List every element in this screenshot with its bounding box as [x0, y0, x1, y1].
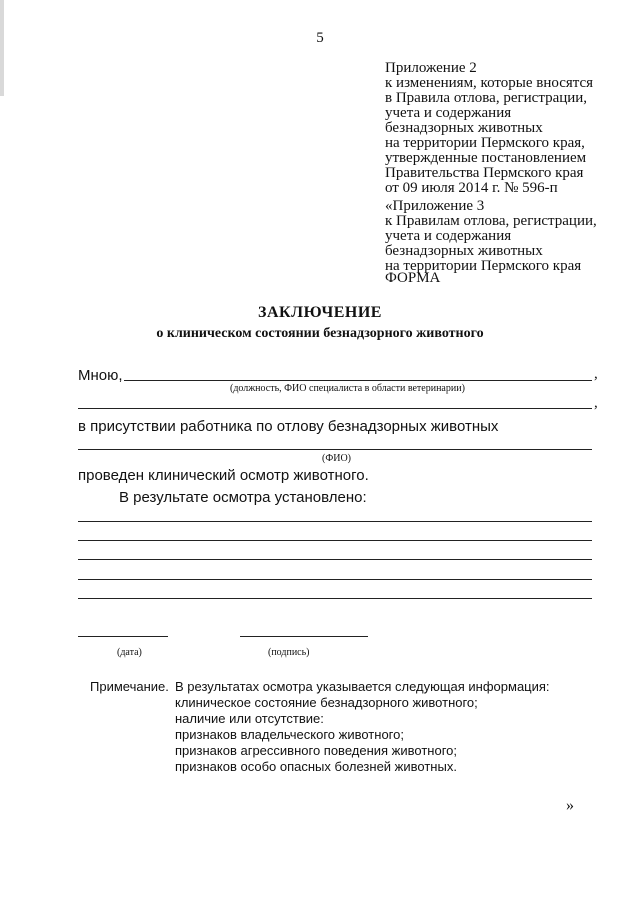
- note-line-1: В результатах осмотра указывается следующая информация:: [175, 679, 550, 694]
- presence-text: в присутствии работника по отлову безнадзорных животных: [78, 418, 499, 435]
- appendix3-line-4: безнадзорных животных: [385, 243, 543, 259]
- specialist-fill-line: [124, 380, 592, 381]
- note-label: Примечание.: [90, 679, 169, 694]
- result-line-3: [78, 559, 592, 560]
- appendix2-line-2: к изменениям, которые вносятся: [385, 75, 594, 91]
- note-lines: [175, 679, 550, 775]
- exam-done-text: проведен клинический осмотр животного.: [78, 467, 369, 484]
- note-line-2: клиническое состояние безнадзорного животного;: [175, 695, 478, 710]
- result-line-1: [78, 521, 592, 522]
- signature-line: [240, 636, 368, 637]
- comma-1: ,: [594, 366, 598, 382]
- result-text: В результате осмотра установлено:: [119, 489, 367, 506]
- closing-quote: »: [566, 797, 574, 814]
- result-line-4: [78, 579, 592, 580]
- result-line-5: [78, 598, 592, 599]
- appendix2-line-1: Приложение 2: [385, 60, 477, 76]
- date-caption: (дата): [117, 647, 142, 658]
- signature-caption: (подпись): [268, 647, 310, 658]
- fio-caption: (ФИО): [322, 453, 352, 464]
- appendix2-line-6: на территории Пермского края,: [385, 135, 585, 151]
- result-line-2: [78, 540, 592, 541]
- date-line: [78, 636, 168, 637]
- appendix3-line-3: учета и содержания: [385, 228, 512, 244]
- comma-2: ,: [594, 395, 598, 411]
- appendix2-line-4: учета и содержания: [385, 105, 512, 121]
- form-label: ФОРМА: [385, 270, 441, 286]
- specialist-fill-line-2: [78, 408, 592, 409]
- appendix2-line-8: Правительства Пермского края: [385, 165, 584, 181]
- appendix2-line-9: от 09 июля 2014 г. № 596-п: [385, 180, 558, 196]
- note-line-4: признаков владельческого животного;: [175, 727, 404, 742]
- document-title: ЗАКЛЮЧЕНИЕ: [258, 304, 382, 321]
- mnoyu-label: Мною,: [78, 367, 123, 384]
- appendix2-line-7: утвержденные постановлением: [385, 150, 587, 166]
- appendix3-line-2: к Правилам отлова, регистрации,: [385, 213, 597, 229]
- document-subtitle: о клиническом состоянии безнадзорного животного: [156, 326, 484, 341]
- note-line-6: признаков особо опасных болезней животных.: [175, 759, 457, 774]
- note-line-5: признаков агрессивного поведения животного;: [175, 743, 457, 758]
- specialist-caption: (должность, ФИО специалиста в области ветеринарии): [230, 383, 465, 394]
- page-number: 5: [316, 30, 324, 46]
- fio-fill-line: [78, 449, 592, 450]
- appendix3-line-5: на территории Пермского края: [385, 258, 582, 274]
- note-line-3: наличие или отсутствие:: [175, 711, 324, 726]
- appendix3-line-1: «Приложение 3: [385, 198, 485, 214]
- appendix2-line-5: безнадзорных животных: [385, 120, 543, 136]
- appendix2-line-3: в Правила отлова, регистрации,: [385, 90, 588, 106]
- scan-edge-mark: [0, 0, 4, 96]
